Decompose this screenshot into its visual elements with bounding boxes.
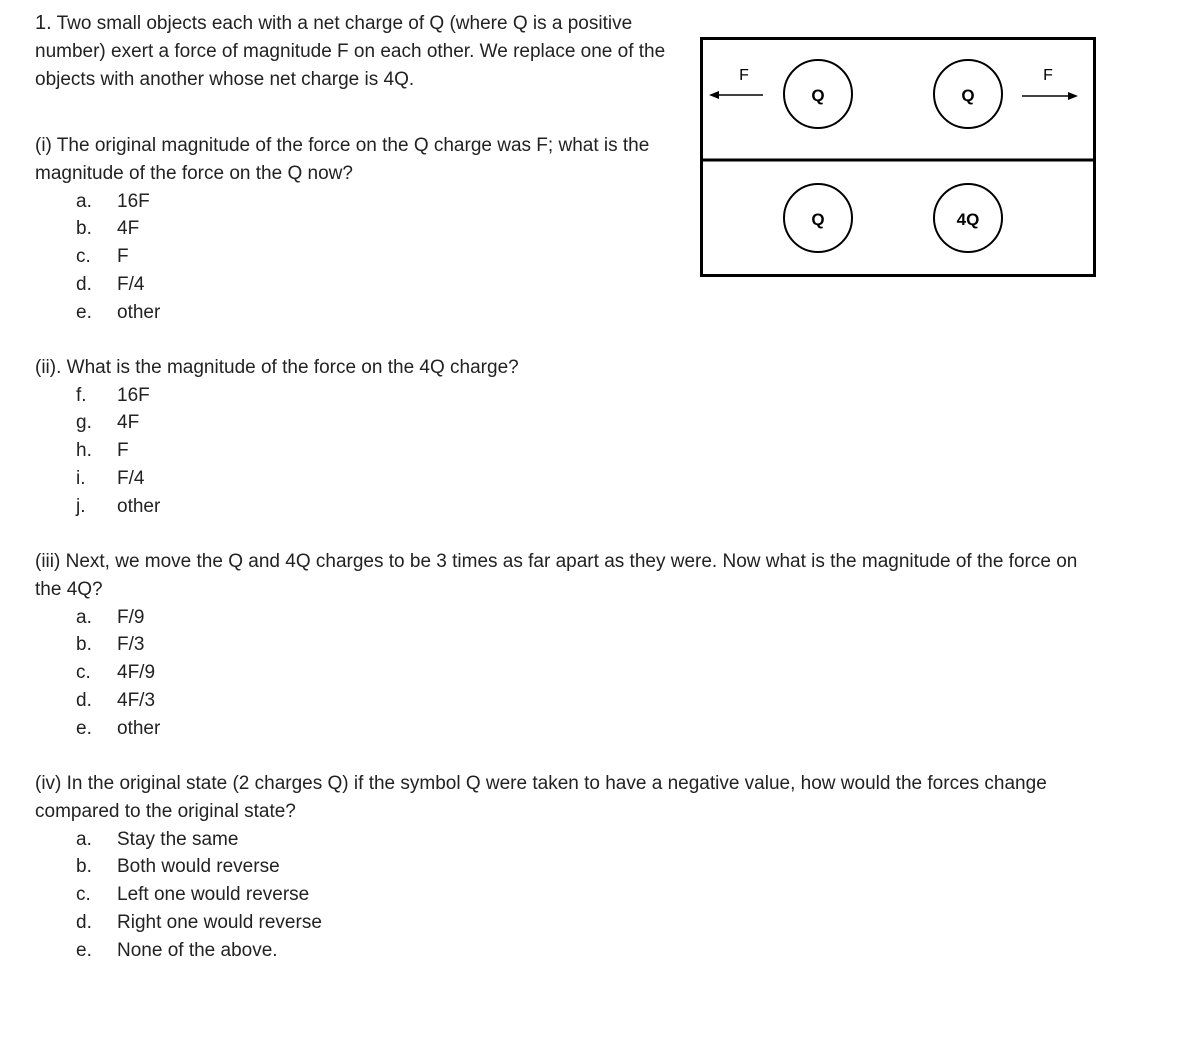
option-letter: e. xyxy=(76,940,92,961)
question-3-prompt: (iii) Next, we move the Q and 4Q charges to be 3 times as far apart as they were. Now what is the magnitude of the force on the 4Q? xyxy=(35,551,1078,600)
bottom-right-charge-label: 4Q xyxy=(956,210,980,229)
option-letter: g. xyxy=(76,412,92,433)
question-4-prompt: (iv) In the original state (2 charges Q) if the symbol Q were taken to have a negative value, how would the forces change compared to the original state? xyxy=(35,773,1047,822)
option-text: Right one would reverse xyxy=(117,912,322,933)
option-text: Stay the same xyxy=(117,829,239,850)
right-arrowhead xyxy=(1068,92,1078,100)
top-panel xyxy=(709,60,1078,128)
option-text: 16F xyxy=(117,385,150,406)
right-force-label: F xyxy=(1043,67,1053,84)
option-text: other xyxy=(117,496,161,517)
option-letter: d. xyxy=(76,912,92,933)
question-2-prompt: (ii). What is the magnitude of the force on the 4Q charge? xyxy=(35,357,519,378)
bottom-panel xyxy=(784,184,1002,252)
diagram-frame xyxy=(702,39,1095,276)
option-text: other xyxy=(117,302,161,323)
left-force-label: F xyxy=(739,67,749,84)
option-letter: c. xyxy=(76,246,91,267)
option-letter: b. xyxy=(76,634,92,655)
option-text: F/3 xyxy=(117,634,145,655)
option-letter: a. xyxy=(76,607,92,628)
option-letter: f. xyxy=(76,385,87,406)
option-text: 4F/9 xyxy=(117,662,156,683)
option-letter: j. xyxy=(76,496,86,517)
option-letter: d. xyxy=(76,274,92,295)
option-text: other xyxy=(117,718,161,739)
problem-intro-text: Two small objects each with a net charge of Q (where Q is a positive number) exert a force of magnitude F on each other. We replace one of the objects with another whose net charge is 4Q. xyxy=(35,13,666,90)
option-letter: a. xyxy=(76,191,92,212)
option-letter: e. xyxy=(76,718,92,739)
option-text: 4F xyxy=(117,412,140,433)
bottom-left-charge-label: Q xyxy=(811,210,825,229)
option-text: F/4 xyxy=(117,468,145,489)
problem-intro xyxy=(35,9,680,94)
top-right-charge-label: Q xyxy=(961,86,975,105)
option-letter: h. xyxy=(76,440,92,461)
option-text: None of the above. xyxy=(117,940,278,961)
left-arrowhead xyxy=(709,91,719,99)
option-letter: c. xyxy=(76,662,91,683)
option-text: F/9 xyxy=(117,607,145,628)
charge-diagram xyxy=(700,37,1096,277)
option-text: Both would reverse xyxy=(117,856,280,877)
option-letter: b. xyxy=(76,856,92,877)
option-text: F/4 xyxy=(117,274,145,295)
option-letter: c. xyxy=(76,884,91,905)
option-text: 4F xyxy=(117,218,140,239)
option-text: F xyxy=(117,246,129,267)
question-1-prompt: (i) The original magnitude of the force on the Q charge was F; what is the magnitude of the force on the Q now? xyxy=(35,135,650,184)
option-letter: e. xyxy=(76,302,92,323)
option-text: Left one would reverse xyxy=(117,884,310,905)
option-letter: i. xyxy=(76,468,86,489)
option-letter: d. xyxy=(76,690,92,711)
option-letter: b. xyxy=(76,218,92,239)
option-text: 16F xyxy=(117,191,150,212)
problem-number: 1. xyxy=(35,12,52,34)
option-text: 4F/3 xyxy=(117,690,156,711)
option-letter: a. xyxy=(76,829,92,850)
option-text: F xyxy=(117,440,129,461)
top-left-charge-label: Q xyxy=(811,86,825,105)
